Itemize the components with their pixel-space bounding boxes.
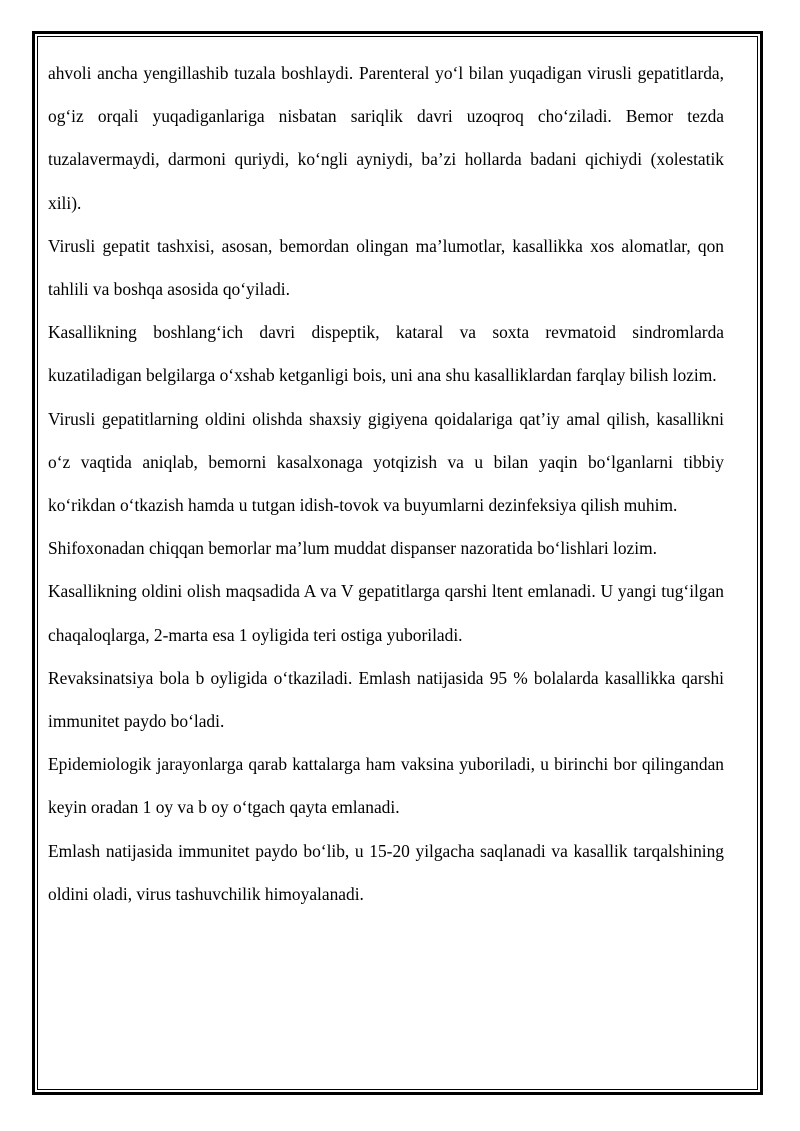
paragraph-differential: Kasallikning boshlang‘ich davri dispeptik, kataral va soxta revmatoid sindromlarda kuzatiladigan belgilarga o‘xshab ketganligi bois, uni ana shu kasalliklardan farqlay bilish lozim. bbox=[48, 322, 724, 386]
paragraph-dispensary: Shifoxonadan chiqqan bemorlar ma’lum muddat dispanser nazoratida bo‘lishlari lozim. bbox=[48, 538, 657, 559]
paragraph-adult-vaccine: Epidemiologik jarayonlarga qarab kattalarga ham vaksina yuboriladi, u birinchi bor qilingandan keyin oradan 1 oy va b oy o‘tgach qayta emlanadi. bbox=[48, 754, 724, 818]
paragraph-diagnosis: Virusli gepatit tashxisi, asosan, bemordan olingan ma’lumotlar, kasallikka xos alomatlar, qon tahlili va boshqa asosida qo‘yiladi. bbox=[48, 235, 724, 300]
paragraph-prevention: Virusli gepatitlarning oldini olishda shaxsiy gigiyena qoidalariga qat’iy amal qilish, kasallikni o‘z vaqtida aniqlab, bemorni kasalxonaga yotqizish va u bilan yaqin bo‘lganlarni tibbiy ko‘rikdan o‘tkazish hamda u tutgan idish-tovok va buyumlarni dezinfeksiya qilish muhim. bbox=[48, 408, 724, 516]
paragraph-revaccination: Revaksinatsiya bola b oyligida o‘tkaziladi. Emlash natijasida 95 % bolalarda kasallikka qarshi immunitet paydo bo‘ladi. bbox=[48, 667, 724, 732]
paragraph-immunity: Emlash natijasida immunitet paydo bo‘lib, u 15-20 yilgacha saqlanadi va kasallik tarqalshining oldini oladi, virus tashuvchilik himoyalanadi. bbox=[48, 840, 724, 904]
page-body bbox=[48, 52, 724, 916]
paragraph-continuation: ahvoli ancha yengillashib tuzala boshlaydi. Parenteral yo‘l bilan yuqadigan virusli gepatitlarda, og‘iz orqali yuqadiganlariga nisbatan sariqlik davri uzoqroq cho‘ziladi. Bemor tezda tuzalavermaydi, darmoni quriydi, ko‘ngli ayniydi, ba’zi hollarda badani qichiydi (xolestatik xili). bbox=[48, 63, 724, 213]
paragraph-vaccination: Kasallikning oldini olish maqsadida A va V gepatitlarga qarshi ltent emlanadi. U yangi tug‘ilgan chaqaloqlarga, 2-marta esa 1 oyligida teri ostiga yuboriladi. bbox=[48, 581, 724, 645]
